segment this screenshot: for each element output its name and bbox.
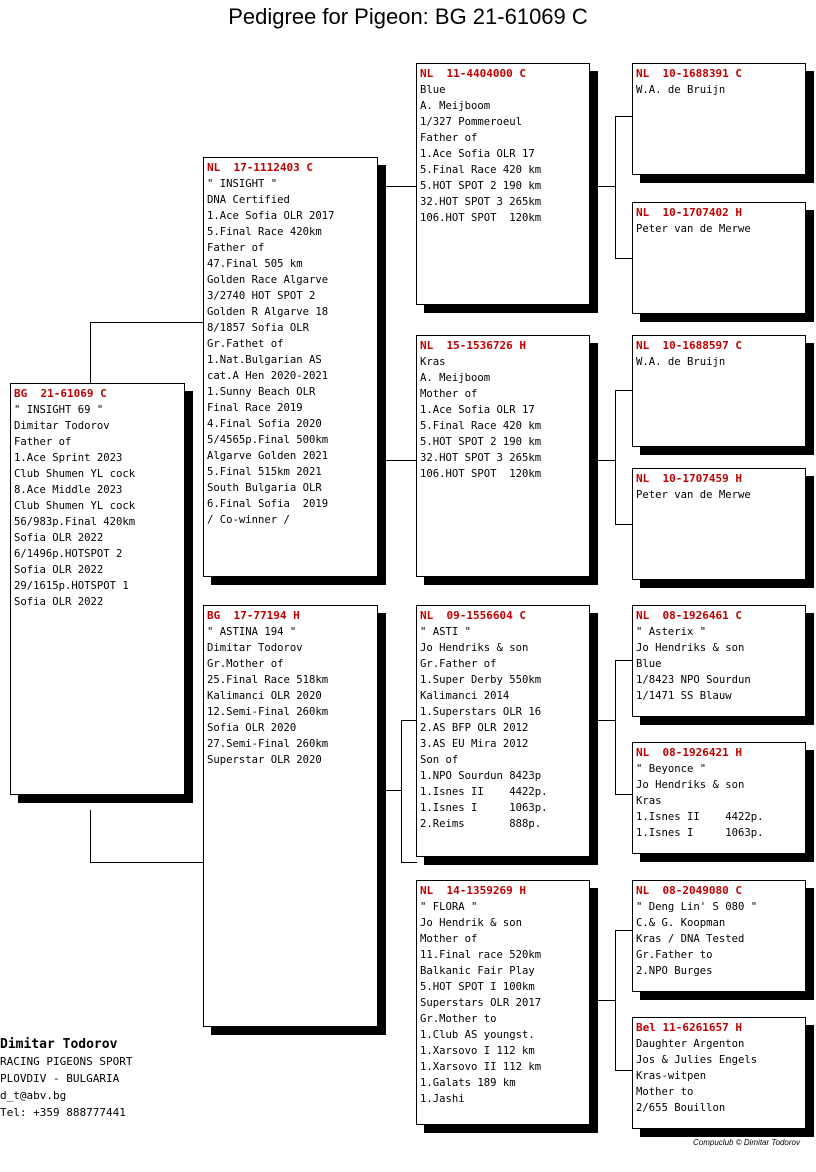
pedigree-line: 8.Ace Middle 2023 (14, 484, 123, 496)
pedigree-line: Son of (420, 754, 459, 766)
pedigree-line: Kras (636, 795, 662, 807)
pedigree-line: Gr.Mother to (420, 1013, 497, 1025)
ring-number: NL 10-1707459 H (636, 472, 742, 485)
pedigree-line: Peter van de Merwe (636, 223, 751, 235)
breeder-line: PLOVDIV - BULGARIA (0, 1072, 120, 1085)
pedigree-line: Peter van de Merwe (636, 489, 751, 501)
pedigree-line: 1.Galats 189 km (420, 1077, 516, 1089)
connector-line (401, 720, 417, 721)
pedigree-line: " Asterix " (636, 626, 707, 638)
ring-number: NL 14-1359269 H (420, 884, 526, 897)
connector-line (589, 460, 615, 461)
connector-line (615, 390, 633, 391)
breeder-line: RACING PIGEONS SPORT (0, 1055, 133, 1068)
pigeon-card-dam-dam-sire (632, 880, 806, 992)
pedigree-line: " ASTINA 194 " (207, 626, 297, 638)
pigeon-card-dam-sire (416, 605, 590, 857)
pedigree-line: 1.Ace Sofia OLR 17 (420, 148, 535, 160)
ring-number: NL 10-1688597 C (636, 339, 742, 352)
pigeon-card-subject (10, 383, 185, 795)
pedigree-line: Club Shumen YL cock (14, 468, 136, 480)
pedigree-line: C.& G. Koopman (636, 917, 726, 929)
pedigree-line: 1/8423 NPO Sourdun (636, 674, 751, 686)
connector-line (615, 930, 616, 1070)
pedigree-line: Jo Hendriks & son (636, 642, 745, 654)
pedigree-line: 3.AS EU Mira 2012 (420, 738, 529, 750)
pigeon-card-dam-sire-dam (632, 742, 806, 854)
connector-line (90, 322, 204, 323)
ring-number: NL 17-1112403 C (207, 161, 313, 174)
pedigree-line: 5.Final Race 420 km (420, 164, 542, 176)
pedigree-line: 6/1496p.HOTSPOT 2 (14, 548, 123, 560)
pedigree-line: " FLORA " (420, 901, 478, 913)
pedigree-line: 1.Ace Sofia OLR 17 (420, 404, 535, 416)
pedigree-line: 5/4565p.Final 500km (207, 434, 329, 446)
connector-line (377, 790, 401, 791)
pedigree-line: Jos & Julies Engels (636, 1054, 758, 1066)
pedigree-line: 56/983p.Final 420km (14, 516, 136, 528)
pigeon-card-sire-dam (416, 335, 590, 577)
pedigree-line: Gr.Fathet of (207, 338, 284, 350)
pedigree-line: Golden Race Algarve (207, 274, 329, 286)
pedigree-line: 25.Final Race 518km (207, 674, 329, 686)
pigeon-card-sire-sire-dam (632, 202, 806, 314)
connector-line (90, 322, 91, 384)
pedigree-line: Gr.Father of (420, 658, 497, 670)
pedigree-line: " INSIGHT " (207, 178, 278, 190)
pedigree-line: 29/1615p.HOTSPOT 1 (14, 580, 129, 592)
connector-line (377, 322, 385, 323)
pedigree-line: 32.HOT SPOT 3 265km (420, 452, 542, 464)
pedigree-line: Jo Hendriks & son (636, 779, 745, 791)
pedigree-line: 12.Semi-Final 260km (207, 706, 329, 718)
pedigree-line: 5.Final Race 420 km (420, 420, 542, 432)
pedigree-line: 1.Superstars OLR 16 (420, 706, 542, 718)
pedigree-line: Kras / DNA Tested (636, 933, 745, 945)
ring-number: NL 10-1688391 C (636, 67, 742, 80)
pedigree-line: Dimitar Todorov (14, 420, 110, 432)
pigeon-card-sire-dam-sire (632, 335, 806, 447)
pedigree-line: Gr.Mother of (207, 658, 284, 670)
pedigree-line: 1.Club AS youngst. (420, 1029, 535, 1041)
pigeon-card-dam-sire-sire (632, 605, 806, 717)
connector-line (385, 460, 417, 461)
pedigree-line: 32.HOT SPOT 3 265km (420, 196, 542, 208)
pedigree-line: Mother of (420, 933, 478, 945)
pedigree-line: Gr.Father to (636, 949, 713, 961)
pedigree-line: Superstar OLR 2020 (207, 754, 322, 766)
ring-number: NL 09-1556604 C (420, 609, 526, 622)
pedigree-line: Algarve Golden 2021 (207, 450, 329, 462)
pedigree-line: A. Meijboom (420, 100, 491, 112)
pedigree-line: 1.Ace Sofia OLR 2017 (207, 210, 335, 222)
pedigree-line: Father of (207, 242, 265, 254)
connector-line (615, 1070, 633, 1071)
pedigree-line: " INSIGHT 69 " (14, 404, 104, 416)
software-credit: Compuclub © Dimitar Todorov (693, 1138, 800, 1147)
connector-line (615, 930, 633, 931)
pedigree-line: " Deng Lin' S 080 " (636, 901, 758, 913)
pedigree-line: " Beyonce " (636, 763, 707, 775)
pedigree-line: Father of (14, 436, 72, 448)
pedigree-line: 5.HOT SPOT 2 190 km (420, 436, 542, 448)
pedigree-line: 27.Semi-Final 260km (207, 738, 329, 750)
pedigree-line: 1.Sunny Beach OLR (207, 386, 316, 398)
connector-line (589, 720, 615, 721)
pedigree-line: South Bulgaria OLR (207, 482, 322, 494)
pigeon-card-dam-dam-dam (632, 1017, 806, 1129)
connector-line (589, 186, 615, 187)
pedigree-line: Dimitar Todorov (207, 642, 303, 654)
pedigree-line: 2.AS BFP OLR 2012 (420, 722, 529, 734)
pedigree-line: 1.Isnes I 1063p. (420, 802, 548, 814)
pedigree-line: 1.Isnes II 4422p. (636, 811, 764, 823)
pedigree-line: 3/2740 HOT SPOT 2 (207, 290, 316, 302)
pedigree-line: 1.Ace Sprint 2023 (14, 452, 123, 464)
connector-line (615, 116, 633, 117)
connector-line (615, 390, 616, 524)
pedigree-line: " ASTI " (420, 626, 472, 638)
breeder-info (0, 1036, 132, 1121)
pedigree-line: Daughter Argenton (636, 1038, 745, 1050)
pedigree-line: Kalimanci 2014 (420, 690, 510, 702)
ring-number: NL 10-1707402 H (636, 206, 742, 219)
connector-line (90, 810, 91, 862)
connector-line (385, 186, 417, 187)
pedigree-line: Sofia OLR 2022 (14, 564, 104, 576)
pedigree-line: 11.Final race 520km (420, 949, 542, 961)
pedigree-line: Kras (420, 356, 446, 368)
pedigree-line: 4.Final Sofia 2020 (207, 418, 322, 430)
pedigree-line: 1.NPO Sourdun 8423p (420, 770, 542, 782)
breeder-name: Dimitar Todorov (0, 1037, 118, 1052)
pedigree-line: Sofia OLR 2022 (14, 596, 104, 608)
pedigree-line: Jo Hendrik & son (420, 917, 523, 929)
pigeon-card-sire-sire-sire (632, 63, 806, 175)
pedigree-line: 1.Isnes II 4422p. (420, 786, 548, 798)
pedigree-line: 1.Jashi (420, 1093, 465, 1105)
connector-line (615, 258, 633, 259)
pedigree-line: Blue (636, 658, 662, 670)
ring-number: Bel 11-6261657 H (636, 1021, 742, 1034)
pedigree-line: / Co-winner / (207, 514, 290, 526)
ring-number: BG 21-61069 C (14, 387, 107, 400)
pedigree-line: A. Meijboom (420, 372, 491, 384)
pedigree-line: Blue (420, 84, 446, 96)
connector-line (615, 116, 616, 258)
connector-line (90, 862, 204, 863)
pedigree-line: W.A. de Bruijn (636, 356, 726, 368)
ring-number: NL 08-2049080 C (636, 884, 742, 897)
pedigree-line: Golden R Algarve 18 (207, 306, 329, 318)
connector-line (615, 660, 633, 661)
pedigree-line: 1/327 Pommeroeul (420, 116, 523, 128)
pedigree-line: Club Shumen YL cock (14, 500, 136, 512)
connector-line (615, 524, 633, 525)
ring-number: BG 17-77194 H (207, 609, 300, 622)
pedigree-line: Sofia OLR 2022 (14, 532, 104, 544)
connector-line (589, 1000, 615, 1001)
pedigree-line: cat.A Hen 2020-2021 (207, 370, 329, 382)
breeder-phone: Tel: +359 888777441 (0, 1106, 126, 1119)
pedigree-line: 1.Nat.Bulgarian AS (207, 354, 322, 366)
pedigree-line: 5.Final 515km 2021 (207, 466, 322, 478)
pedigree-line: DNA Certified (207, 194, 290, 206)
pedigree-line: W.A. de Bruijn (636, 84, 726, 96)
pedigree-line: Final Race 2019 (207, 402, 303, 414)
pedigree-line: 1.Super Derby 550km (420, 674, 542, 686)
pedigree-line: 1/1471 SS Blauw (636, 690, 732, 702)
pedigree-line: 2.NPO Burges (636, 965, 713, 977)
connector-line (615, 660, 616, 794)
pedigree-line: 1.Xarsovo I 112 km (420, 1045, 535, 1057)
page-title: Pedigree for Pigeon: BG 21-61069 C (228, 4, 588, 29)
pedigree-line: 2.Reims 888p. (420, 818, 542, 830)
pedigree-line: 106.HOT SPOT 120km (420, 468, 542, 480)
pigeon-card-dam-dam (416, 880, 590, 1125)
ring-number: NL 15-1536726 H (420, 339, 526, 352)
pedigree-line: 5.Final Race 420km (207, 226, 322, 238)
pigeon-card-sire-dam-dam (632, 468, 806, 580)
breeder-email: d_t@abv.bg (0, 1089, 67, 1102)
ring-number: NL 08-1926421 H (636, 746, 742, 759)
pedigree-line: 8/1857 Sofia OLR (207, 322, 310, 334)
pedigree-line: Father of (420, 132, 478, 144)
pedigree-line: 6.Final Sofia 2019 (207, 498, 329, 510)
pedigree-line: Mother of (420, 388, 478, 400)
pedigree-line: 5.HOT SPOT 2 190 km (420, 180, 542, 192)
pedigree-line: Kalimanci OLR 2020 (207, 690, 322, 702)
pedigree-line: Balkanic Fair Play (420, 965, 535, 977)
connector-line (401, 862, 417, 863)
pedigree-line: Kras-witpen (636, 1070, 707, 1082)
pedigree-line: 47.Final 505 km (207, 258, 303, 270)
pedigree-line: Mother to (636, 1086, 694, 1098)
pedigree-line: Superstars OLR 2017 (420, 997, 542, 1009)
connector-line (615, 794, 633, 795)
pigeon-card-sire-sire (416, 63, 590, 305)
pigeon-card-dam (203, 605, 378, 1027)
pedigree-line: 106.HOT SPOT 120km (420, 212, 542, 224)
pedigree-line: 5.HOT SPOT I 100km (420, 981, 535, 993)
pedigree-line: 2/655 Bouillon (636, 1102, 726, 1114)
pedigree-line: Sofia OLR 2020 (207, 722, 297, 734)
connector-line (385, 186, 386, 460)
ring-number: NL 08-1926461 C (636, 609, 742, 622)
pigeon-card-sire (203, 157, 378, 577)
ring-number: NL 11-4404000 C (420, 67, 526, 80)
pedigree-line: 1.Isnes I 1063p. (636, 827, 764, 839)
connector-line (401, 720, 402, 862)
pedigree-line: 1.Xarsovo II 112 km (420, 1061, 542, 1073)
pedigree-line: Jo Hendriks & son (420, 642, 529, 654)
